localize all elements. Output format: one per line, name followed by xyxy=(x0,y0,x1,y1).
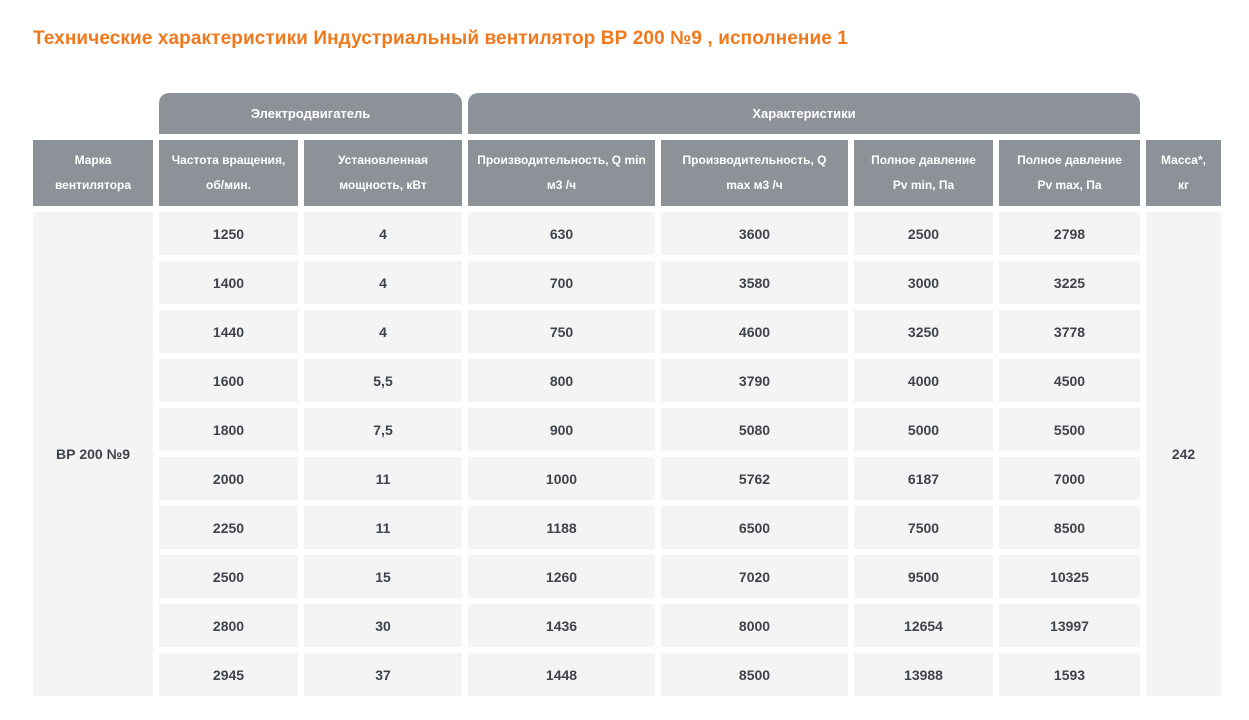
table-cell: 3225 xyxy=(999,261,1140,304)
column-header-line: вентилятора xyxy=(54,178,132,192)
table-cell: 30 xyxy=(304,604,462,647)
column-header-line: Pv min, Па xyxy=(892,178,955,192)
table-cell: 15 xyxy=(304,555,462,598)
column-header-line: Производительность, Q min xyxy=(477,153,646,167)
table-cell: 2250 xyxy=(159,506,298,549)
column-header-line: Полное давление xyxy=(1017,153,1122,167)
column-header-line: кг xyxy=(1177,178,1189,192)
table-cell: 5,5 xyxy=(304,359,462,402)
table-cell: 3600 xyxy=(661,212,848,255)
table-cell: 5762 xyxy=(661,457,848,500)
table-cell: 1436 xyxy=(468,604,655,647)
table-cell: 3580 xyxy=(661,261,848,304)
group-header-motor xyxy=(159,93,462,134)
table-cell: 4 xyxy=(304,212,462,255)
table-cell: 2800 xyxy=(159,604,298,647)
table-cell: 3790 xyxy=(661,359,848,402)
table-cell: 2500 xyxy=(159,555,298,598)
table-cell: 800 xyxy=(468,359,655,402)
column-header-line: Частота вращения, xyxy=(171,153,286,167)
group-header-characteristics-label: Характеристики xyxy=(752,106,856,121)
column-header-rotation-speed xyxy=(159,140,298,206)
table-cell: 2798 xyxy=(999,212,1140,255)
column-header-pressure-min xyxy=(854,140,993,206)
column-header-line: об/мин. xyxy=(206,178,251,192)
table-cell: 1448 xyxy=(468,653,655,696)
table-cell: 1188 xyxy=(468,506,655,549)
group-header-motor-label: Электродвигатель xyxy=(250,106,371,121)
table-cell: 1250 xyxy=(159,212,298,255)
column-header-line: мощность, кВт xyxy=(339,178,427,192)
table-cell: 700 xyxy=(468,261,655,304)
table-cell: 2000 xyxy=(159,457,298,500)
table-cell: 8500 xyxy=(661,653,848,696)
table-cell: 9500 xyxy=(854,555,993,598)
column-header-line: м3 /ч xyxy=(546,178,577,192)
fan-mark-cell: ВР 200 №9 xyxy=(33,212,153,696)
table-cell: 8000 xyxy=(661,604,848,647)
page-title: Технические характеристики Индустриальный вентилятор ВР 200 №9 , исполнение 1 xyxy=(33,28,848,49)
table-cell: 1260 xyxy=(468,555,655,598)
mass-cell: 242 xyxy=(1146,212,1221,696)
column-header-line: Марка xyxy=(74,153,112,167)
table-cell: 12654 xyxy=(854,604,993,647)
table-cell: 10325 xyxy=(999,555,1140,598)
table-cell: 4600 xyxy=(661,310,848,353)
column-header-fan-mark xyxy=(33,140,153,206)
table-cell: 3778 xyxy=(999,310,1140,353)
table-cell: 3000 xyxy=(854,261,993,304)
column-header-pressure-max xyxy=(999,140,1140,206)
table-cell: 11 xyxy=(304,457,462,500)
table-cell: 7000 xyxy=(999,457,1140,500)
column-header-capacity-min xyxy=(468,140,655,206)
table-cell: 7020 xyxy=(661,555,848,598)
table-cell: 1400 xyxy=(159,261,298,304)
table-cell: 4000 xyxy=(854,359,993,402)
column-header-line: Pv max, Па xyxy=(1037,178,1102,192)
table-cell: 3250 xyxy=(854,310,993,353)
table-cell: 8500 xyxy=(999,506,1140,549)
table-cell: 1593 xyxy=(999,653,1140,696)
column-header-installed-power xyxy=(304,140,462,206)
column-header-line: Производительность, Q xyxy=(682,153,827,167)
table-cell: 7500 xyxy=(854,506,993,549)
table-cell: 13997 xyxy=(999,604,1140,647)
table-cell: 5000 xyxy=(854,408,993,451)
table-cell: 4500 xyxy=(999,359,1140,402)
table-cell: 6500 xyxy=(661,506,848,549)
table-cell: 11 xyxy=(304,506,462,549)
table-cell: 5500 xyxy=(999,408,1140,451)
table-cell: 4 xyxy=(304,310,462,353)
table-cell: 1600 xyxy=(159,359,298,402)
table-cell: 630 xyxy=(468,212,655,255)
column-header-line: Масса*, xyxy=(1161,153,1206,167)
group-header-characteristics xyxy=(468,93,1140,134)
table-cell: 900 xyxy=(468,408,655,451)
column-header-line: Установленная xyxy=(337,153,429,167)
column-header-line: Полное давление xyxy=(871,153,976,167)
table-cell: 6187 xyxy=(854,457,993,500)
table-cell: 4 xyxy=(304,261,462,304)
column-header-mass xyxy=(1146,140,1221,206)
table-cell: 1440 xyxy=(159,310,298,353)
table-cell: 37 xyxy=(304,653,462,696)
column-header-line: max м3 /ч xyxy=(726,178,783,192)
table-cell: 750 xyxy=(468,310,655,353)
table-cell: 5080 xyxy=(661,408,848,451)
table-cell: 1000 xyxy=(468,457,655,500)
table-cell: 13988 xyxy=(854,653,993,696)
table-cell: 2500 xyxy=(854,212,993,255)
column-header-capacity-max xyxy=(661,140,848,206)
specs-table xyxy=(33,93,1221,696)
table-cell: 1800 xyxy=(159,408,298,451)
table-cell: 2945 xyxy=(159,653,298,696)
table-cell: 7,5 xyxy=(304,408,462,451)
